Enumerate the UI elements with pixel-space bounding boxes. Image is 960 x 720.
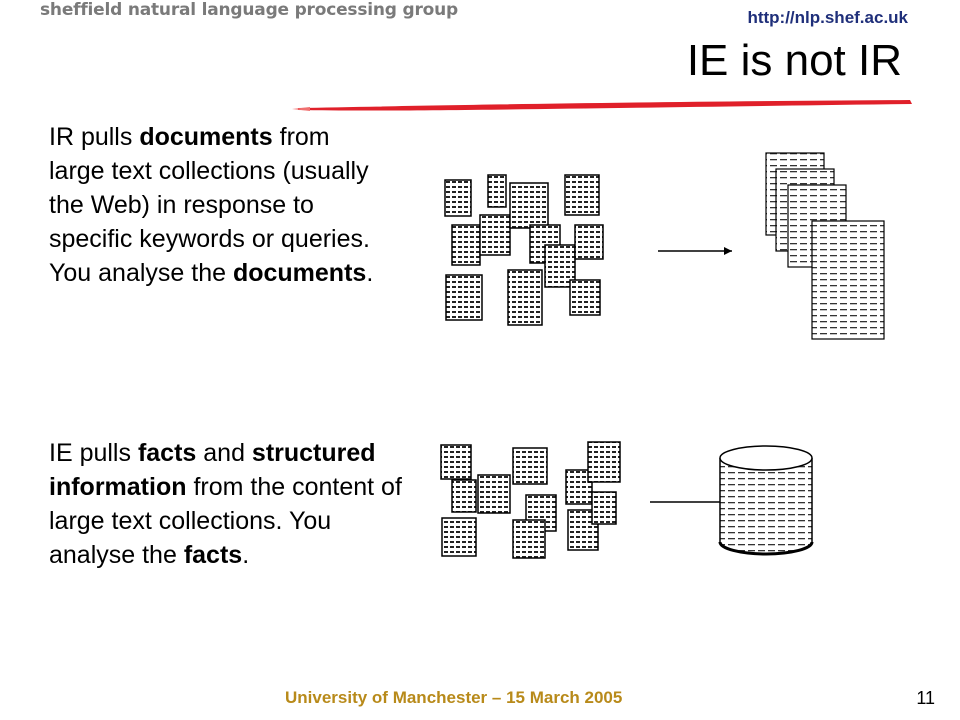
document-stack-icon [766, 153, 884, 339]
ie-paragraph: IE pulls facts and structured information from the content of large text collections. You analyse the facts. [49, 439, 402, 569]
page-number: 11 [916, 688, 935, 708]
database-icon [720, 446, 812, 554]
footer-text: University of Manchester – 15 March 2005 [285, 688, 623, 707]
arrow-icon [658, 247, 732, 255]
ir-documents-figure [440, 145, 890, 345]
group-logo: sheffield natural language processing group [40, 0, 458, 20]
ie-facts-figure [438, 440, 888, 570]
ir-paragraph: IR pulls documents from large text collections (usually the Web) in response to specific keywords or queries. You analyse the documents. [49, 123, 374, 287]
slide-title: IE is not IR [686, 36, 902, 85]
arrow-icon [650, 498, 730, 506]
document-pile-icon [441, 442, 620, 558]
site-url[interactable]: http://nlp.shef.ac.uk [747, 8, 908, 27]
red-accent-line [290, 86, 920, 112]
document-pile-icon [445, 175, 603, 325]
